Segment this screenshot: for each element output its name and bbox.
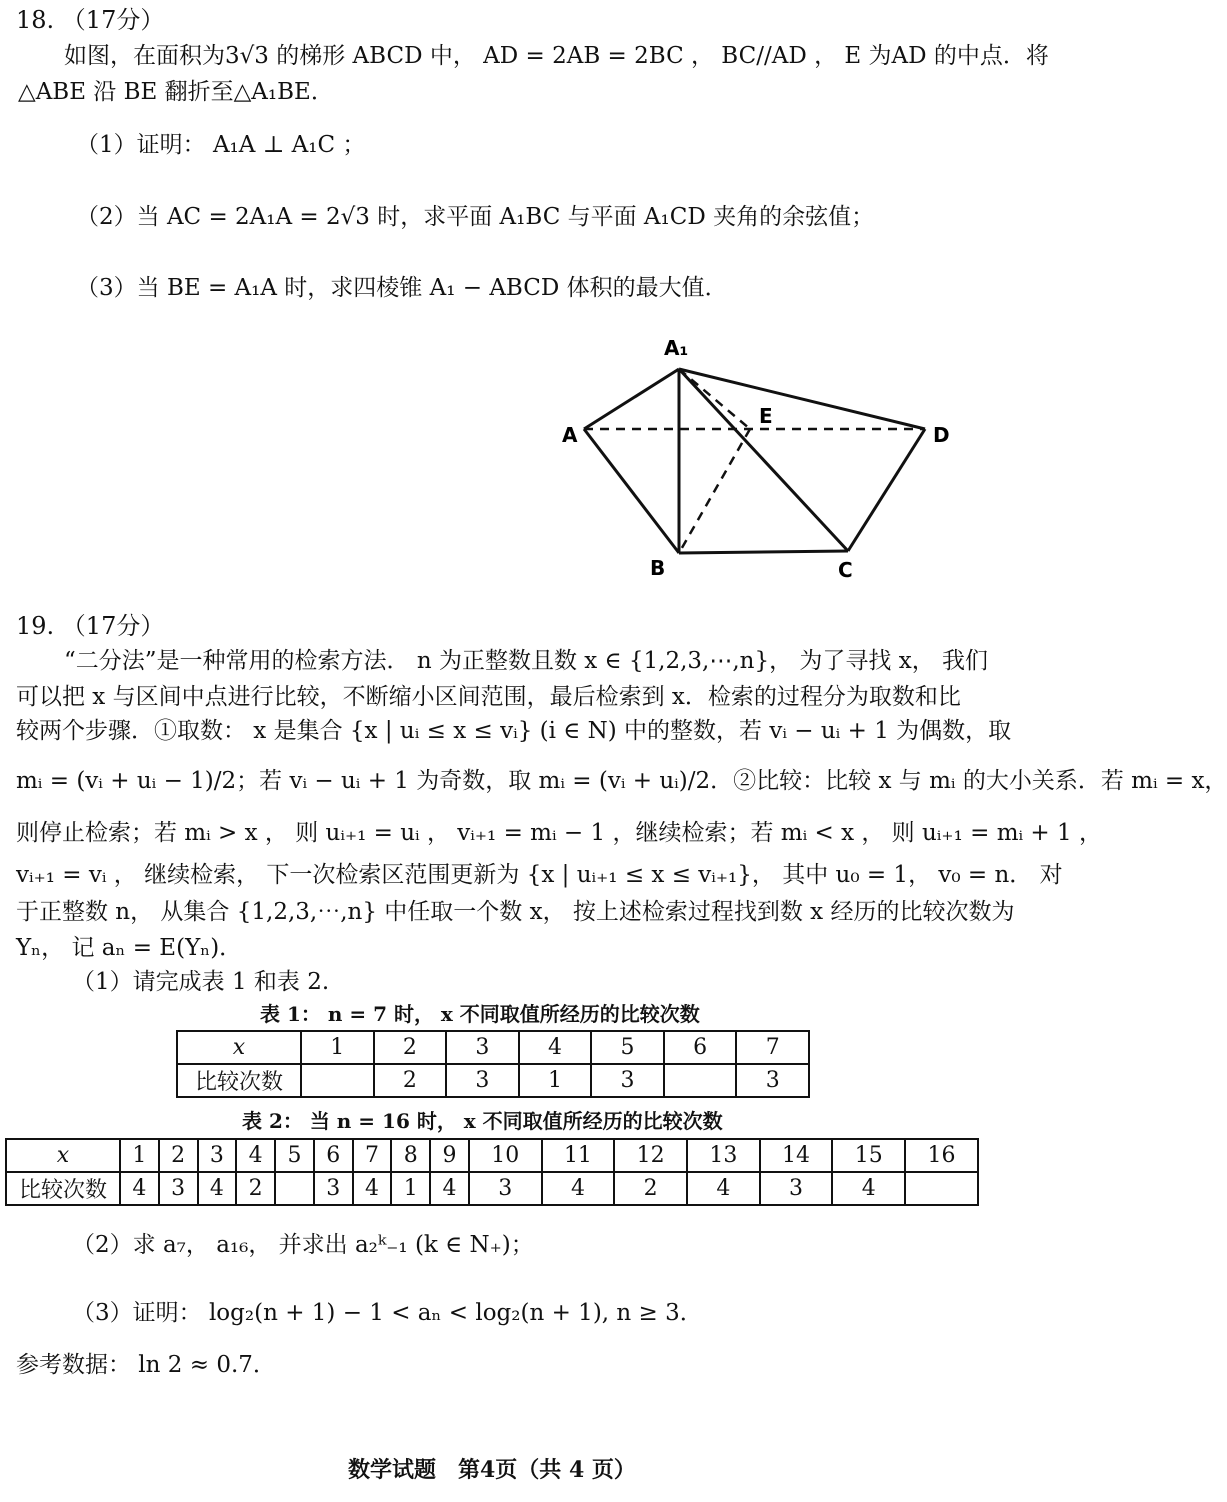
table2-cell: 3 (760, 1172, 833, 1205)
table2-cell: 16 (905, 1139, 978, 1172)
table1-cell: 2 (374, 1031, 447, 1064)
q19-line-7: 于正整数 n， 从集合 {1,2,3,⋯,n} 中任取一个数 x， 按上述检索过程找到数 x 经历的比较次数为 (16, 899, 1015, 925)
table2-cell: 5 (275, 1139, 314, 1172)
label-b: B (650, 556, 666, 580)
table2-cell: 4 (353, 1172, 392, 1205)
q18-intro-line2: △ABE 沿 BE 翻折至△A₁BE． (18, 79, 334, 105)
label-a: A (562, 423, 578, 447)
table2-row-count (6, 1172, 978, 1205)
table2-cell: 4 (120, 1172, 159, 1205)
label-e: E (759, 404, 773, 428)
label-d: D (933, 423, 950, 447)
table2-cell: 4 (236, 1139, 275, 1172)
q18-part3: （3）当 BE = A₁A 时，求四棱锥 A₁ − ABCD 体积的最大值． (76, 275, 728, 301)
table2-cell: 2 (159, 1139, 198, 1172)
table2-cell (275, 1172, 314, 1205)
table1-cell: 5 (591, 1031, 664, 1064)
q19-line-3: 较两个步骤．①取数： x 是集合 {x | uᵢ ≤ x ≤ vᵢ} (i ∈ N) 中的整数，若 vᵢ − uᵢ + 1 为偶数，取 (16, 718, 1012, 744)
q19-part3: （3）证明： log₂(n + 1) − 1 < aₙ < log₂(n + 1), n ≥ 3． (72, 1300, 703, 1326)
page-footer: 数学试题 第4页（共 4 页） (348, 1457, 636, 1483)
q19-reference: 参考数据： ln 2 ≈ 0.7． (16, 1352, 276, 1378)
table2-caption: 表 2： 当 n = 16 时， x 不同取值所经历的比较次数 (242, 1109, 723, 1133)
table2-cell: 10 (469, 1139, 542, 1172)
table2-cell: 3 (314, 1172, 353, 1205)
q19-line-1: “二分法”是一种常用的检索方法． n 为正整数且数 x ∈ {1,2,3,⋯,n}， 为了寻找 x， 我们 (64, 648, 989, 674)
table2-cell: 9 (430, 1139, 469, 1172)
table2-cell: 7 (353, 1139, 392, 1172)
table2-cell: 14 (760, 1139, 833, 1172)
table2-cell: 15 (832, 1139, 905, 1172)
edge-b-c (679, 551, 848, 553)
q18-part2: （2）当 AC = 2A₁A = 2√3 时，求平面 A₁BC 与平面 A₁CD 夹角的余弦值； (76, 204, 875, 230)
q19-line-5: 则停止检索；若 mᵢ > x ， 则 uᵢ₊₁ = uᵢ ， vᵢ₊₁ = mᵢ − 1 ，继续检索；若 mᵢ < x ， 则 uᵢ₊₁ = mᵢ + 1 ， (16, 820, 1102, 846)
table2-cell (905, 1172, 978, 1205)
q19-line-4: mᵢ = (vᵢ + uᵢ − 1)/2；若 vᵢ − uᵢ + 1 为奇数，取 mᵢ = (vᵢ + uᵢ)/2．②比较：比较 x 与 mᵢ 的大小关系．若 mᵢ = x， (16, 768, 1227, 794)
q18-figure (540, 325, 980, 595)
edge-a1-a (584, 369, 679, 429)
table1-cell: 3 (446, 1064, 519, 1097)
label-c: C (838, 558, 853, 582)
table1-cell: 3 (446, 1031, 519, 1064)
edge-a-b (584, 429, 679, 553)
table1-cell: 3 (591, 1064, 664, 1097)
q19-line-6: vᵢ₊₁ = vᵢ ， 继续检索， 下一次检索区范围更新为 {x | uᵢ₊₁ ≤ x ≤ vᵢ₊₁}， 其中 u₀ = 1， v₀ = n． 对 (16, 862, 1063, 888)
q18-intro-line1: 如图，在面积为3√3 的梯形 ABCD 中， AD = 2AB = 2BC ， BC//AD ， E 为AD 的中点．将 (64, 43, 1049, 69)
table2-cell: 4 (430, 1172, 469, 1205)
q19-part1: （1）请完成表 1 和表 2. (72, 969, 330, 995)
q19-line-2: 可以把 x 与区间中点进行比较，不断缩小区间范围，最后检索到 x．检索的过程分为取数和比 (16, 684, 961, 710)
edge-c-d (848, 429, 925, 551)
edge-e-b (679, 429, 750, 553)
table2-cell: 2 (236, 1172, 275, 1205)
table1-cell (301, 1064, 374, 1097)
table1-row-x (177, 1031, 809, 1064)
table2-cell: 4 (832, 1172, 905, 1205)
table2-cell: 3 (159, 1172, 198, 1205)
table2-cell: 1 (120, 1139, 159, 1172)
table1-header-count: 比较次数 (177, 1064, 301, 1097)
edge-a1-d (679, 369, 925, 429)
table2-row-x (6, 1139, 978, 1172)
table2-cell: 3 (469, 1172, 542, 1205)
table2-cell: 4 (687, 1172, 760, 1205)
table1-cell: 4 (519, 1031, 592, 1064)
table1-row-count (177, 1064, 809, 1097)
table1-cell: 2 (374, 1064, 447, 1097)
table1-cell: 7 (736, 1031, 809, 1064)
table2-cell: 3 (198, 1139, 237, 1172)
table2 (5, 1138, 979, 1206)
table2-header-x: x (6, 1139, 120, 1172)
label-a1: A₁ (664, 336, 689, 360)
table1-cell: 1 (301, 1031, 374, 1064)
table2-cell: 6 (314, 1139, 353, 1172)
table2-cell: 11 (542, 1139, 615, 1172)
table1-caption: 表 1： n = 7 时， x 不同取值所经历的比较次数 (260, 1002, 700, 1026)
q19-part2: （2）求 a₇， a₁₆， 并求出 a₂ᵏ₋₁ (k ∈ N₊)； (72, 1232, 534, 1258)
table2-header-count: 比较次数 (6, 1172, 120, 1205)
table1-cell: 6 (664, 1031, 737, 1064)
q19-line-8: Yₙ， 记 aₙ = E(Yₙ)． (16, 935, 243, 961)
table1 (176, 1030, 810, 1098)
edge-a1-c (679, 369, 848, 551)
table2-cell: 8 (391, 1139, 430, 1172)
table2-cell: 2 (614, 1172, 687, 1205)
table2-cell: 4 (198, 1172, 237, 1205)
table2-cell: 4 (542, 1172, 615, 1205)
q18-header: 18. （17分） (16, 6, 165, 34)
table1-cell (664, 1064, 737, 1097)
table2-cell: 12 (614, 1139, 687, 1172)
q18-part1: （1）证明： A₁A ⊥ A₁C ； (76, 132, 366, 158)
table1-cell: 1 (519, 1064, 592, 1097)
q19-header: 19. （17分） (16, 612, 165, 640)
table1-header-x: x (177, 1031, 301, 1064)
table2-cell: 1 (391, 1172, 430, 1205)
table2-cell: 13 (687, 1139, 760, 1172)
table1-cell: 3 (736, 1064, 809, 1097)
